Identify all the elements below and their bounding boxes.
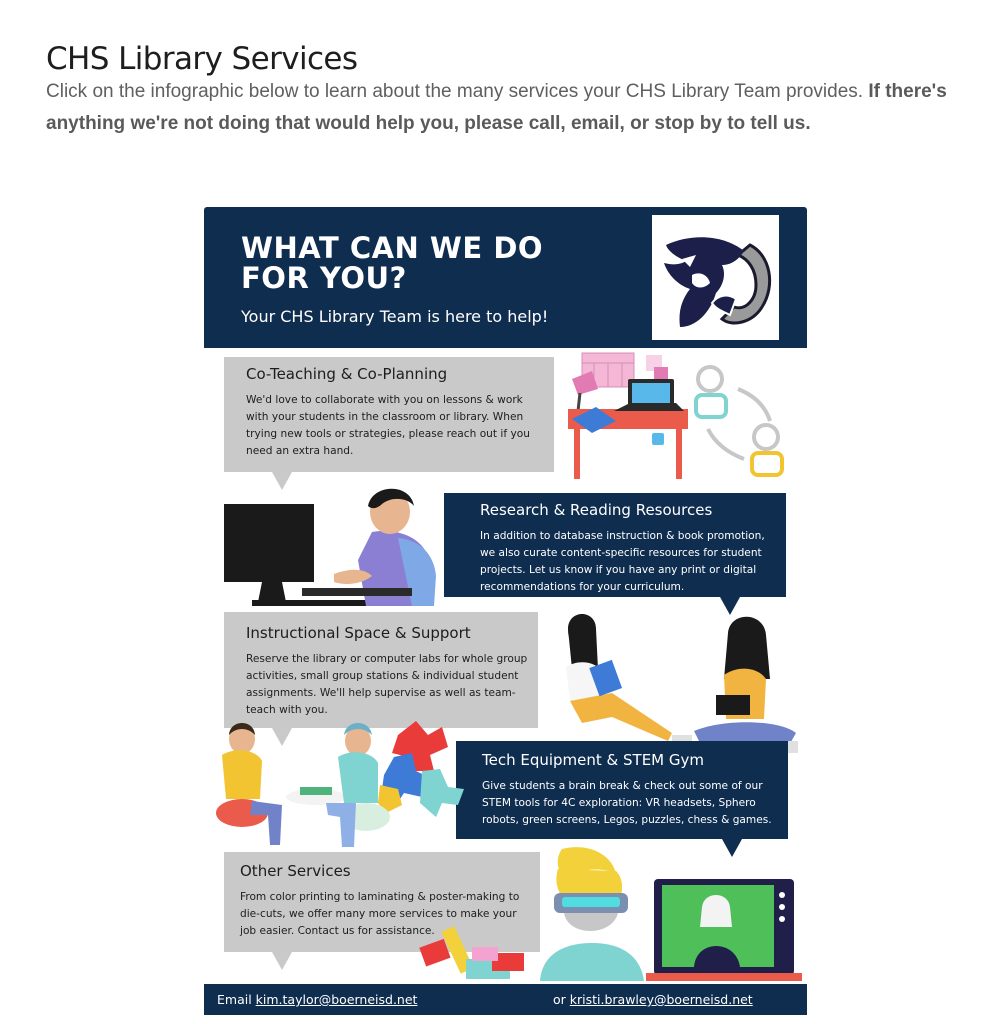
section-heading: Other Services <box>240 862 351 880</box>
infographic-title <box>241 233 641 293</box>
page-title: CHS Library Services <box>46 40 358 77</box>
school-mascot-logo <box>652 215 779 340</box>
email-prefix: Email <box>217 992 256 1007</box>
email-link-kristi-brawley[interactable]: kristi.brawley@boerneisd.net <box>569 992 753 1007</box>
infographic-footer <box>204 984 807 1015</box>
section-heading: Co-Teaching & Co-Planning <box>246 365 448 383</box>
section-body: From color printing to laminating & poster-making to die-cuts, we offer many more services to make your job easier. Contact us for assistance. <box>240 891 520 937</box>
section-instructional-space <box>224 612 538 728</box>
section-heading: Research & Reading Resources <box>480 501 713 519</box>
services-infographic[interactable] <box>204 207 807 1015</box>
infographic-subtitle: Your CHS Library Team is here to help! <box>241 307 549 326</box>
or-prefix: or <box>553 992 570 1007</box>
vr-legos-video-illustration <box>414 843 807 985</box>
section-research-reading <box>444 493 786 597</box>
intro-paragraph <box>46 76 966 140</box>
infographic-title-line1: WHAT CAN WE DO <box>241 231 544 265</box>
intro-text: Click on the infographic below to learn about the many services your CHS Library Team provides. <box>46 81 869 102</box>
intro-bold-text: If there's anything we're not doing that would help you, please call, email, or stop by to tell us. <box>46 81 947 134</box>
speech-pointer <box>272 952 292 970</box>
footer-email-2 <box>553 992 753 1007</box>
footer-email-1 <box>217 992 417 1007</box>
section-tech-stem <box>456 741 788 839</box>
infographic-header <box>204 207 807 348</box>
infographic-title-line2: FOR YOU? <box>241 261 407 295</box>
section-body: In addition to database instruction & book promotion, we also curate content-specific resources for student projects. Let us know if you have any print or digital recommendations for your curriculum. <box>480 530 765 593</box>
mascot-logo-icon <box>652 215 779 340</box>
section-heading: Tech Equipment & STEM Gym <box>482 751 705 769</box>
students-reading-illustration <box>552 609 802 759</box>
chess-players-illustration <box>216 713 466 858</box>
section-body: Reserve the library or computer labs for whole group activities, small group stations & individual student assignments. We'll help supervise as well as team-teach with you. <box>246 653 528 716</box>
email-link-kim-taylor[interactable]: kim.taylor@boerneisd.net <box>255 992 418 1007</box>
section-heading: Instructional Space & Support <box>246 624 471 642</box>
section-co-teaching <box>224 357 554 472</box>
desk-laptop-illustration <box>558 349 798 484</box>
section-body: Give students a brain break & check out some of our STEM tools for 4C exploration: VR headsets, Sphero robots, green screens, Legos, puzzles, chess & games. <box>482 780 772 826</box>
section-body: We'd love to collaborate with you on lessons & work with your students in the classroom or library. When trying new tools or strategies, please reach out if you need an extra hand. <box>246 394 530 457</box>
student-computer-illustration <box>222 484 447 609</box>
